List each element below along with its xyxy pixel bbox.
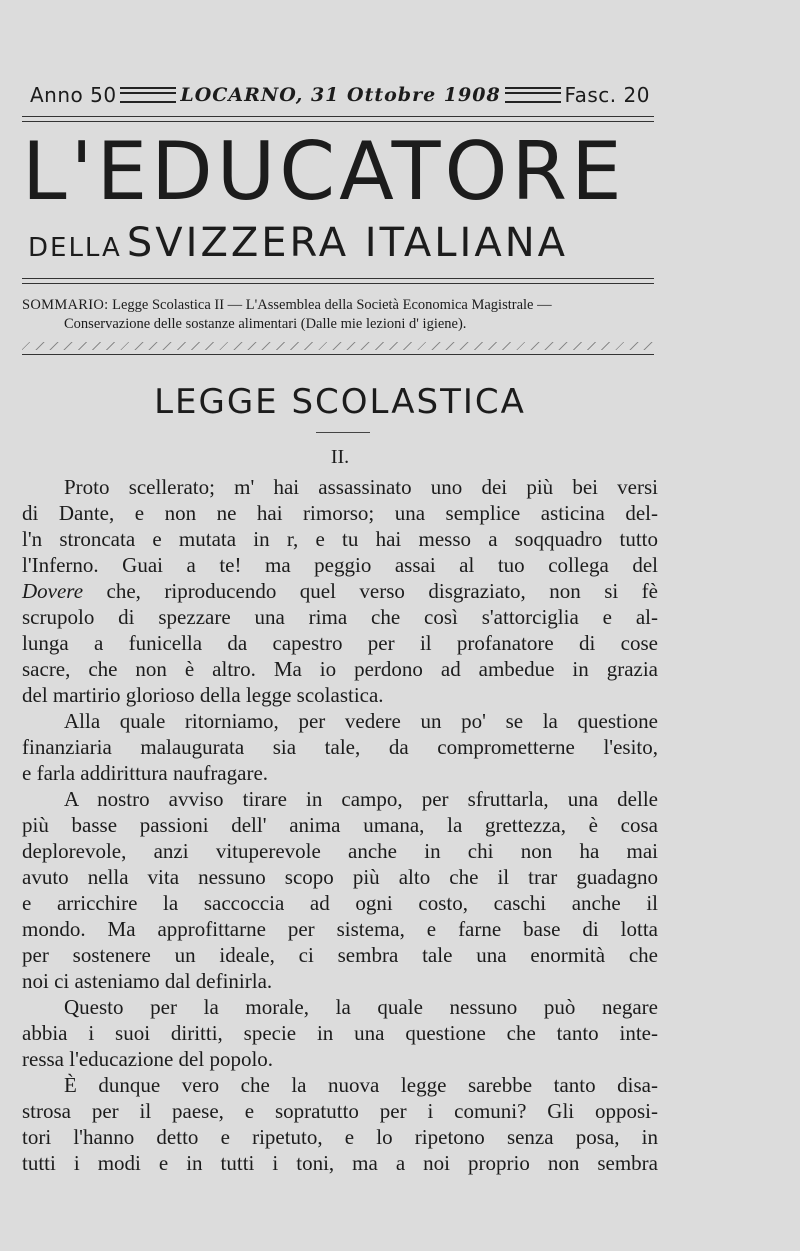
body-line: avuto nella vita nessuno scopo più alto che il trar guadagno <box>22 865 658 889</box>
summary-line-1: Legge Scolastica II — L'Assemblea della Società Economica Magistrale — <box>112 297 552 313</box>
body-line: È dunque vero che la nuova legge sarebbe tanto disa- <box>64 1073 658 1097</box>
body-line: più basse passioni dell' anima umana, la grettezza, è cosa <box>22 813 658 837</box>
volume-number: Anno 50 <box>30 83 117 107</box>
body-line: l'Inferno. Guai a te! ma peggio assai al tuo collega del <box>22 553 658 577</box>
ornament-bar-right <box>505 87 561 103</box>
article-title: LEGGE SCOLASTICA <box>154 382 526 422</box>
ornamental-divider <box>22 342 654 350</box>
masthead-line <box>30 78 650 112</box>
journal-subtitle-rest: SVIZZERA ITALIANA <box>126 220 569 266</box>
body-line: deplorevole, anzi vituperevole anche in chi non ha mai <box>22 839 658 863</box>
body-line: l'n stroncata e mutata in r, e tu hai messo a soqquadro tutto <box>22 527 658 551</box>
body-line: per sostenere un ideale, ci sembra tale una enormità che <box>22 943 658 967</box>
issue-number: Fasc. 20 <box>564 83 650 107</box>
body-line: Alla quale ritorniamo, per vedere un po' se la questione <box>64 709 658 733</box>
section-number: II. <box>330 446 350 468</box>
body-line: ressa l'educazione del popolo. <box>22 1047 274 1071</box>
body-line: Questo per la morale, la quale nessuno può negare <box>64 995 658 1019</box>
body-line: del martirio glorioso della legge scolastica. <box>22 683 384 707</box>
body-line: e arricchire la saccoccia ad ogni costo, caschi anche il <box>22 891 658 915</box>
body-line: lunga a funicella da capestro per il profanatore di cose <box>22 631 658 655</box>
ornament-bar-left <box>120 87 176 103</box>
body-line: noi ci asteniamo dal definirla. <box>22 969 273 993</box>
body-line: finanziaria malaugurata sia tale, da comprometterne l'esito, <box>22 735 658 759</box>
body-line: tori l'hanno detto e ripetuto, e lo ripetono senza posa, in <box>22 1125 658 1149</box>
body-line: e farla addirittura naufragare. <box>22 761 269 785</box>
journal-subtitle-della: DELLA <box>28 233 122 263</box>
summary-line-2: Conservazione delle sostanze alimentari (Dalle mie lezioni d' igiene). <box>64 316 467 332</box>
summary <box>22 296 658 334</box>
body-line: scrupolo di spezzare una rima che così s'attorciglia e al- <box>22 605 658 629</box>
title-underline <box>316 432 370 433</box>
journal-title: L'EDUCATORE <box>22 125 626 218</box>
article-body <box>22 474 658 1176</box>
body-line: A nostro avviso tirare in campo, per sfruttarla, una delle <box>64 787 658 811</box>
title-rule <box>22 278 654 284</box>
body-line: Proto scellerato; m' hai assassinato uno dei più bei versi <box>64 475 658 499</box>
divider-rule <box>22 354 654 355</box>
journal-subtitle <box>28 220 668 274</box>
header-rule <box>22 116 654 122</box>
body-line: abbia i suoi diritti, specie in una questione che tanto inte- <box>22 1021 658 1045</box>
body-line: strosa per il paese, e sopratutto per i comuni? Gli opposi- <box>22 1099 658 1123</box>
body-line: sacre, che non è altro. Ma io perdono ad ambedue in grazia <box>22 657 658 681</box>
body-line: mondo. Ma approfittarne per sistema, e farne base di lotta <box>22 917 658 941</box>
body-line: tutti i modi e in tutti i toni, ma a noi proprio non sembra <box>22 1151 658 1175</box>
summary-label: SOMMARIO: <box>22 297 109 313</box>
body-line: di Dante, e non ne hai rimorso; una semplice asticina del- <box>22 501 658 525</box>
place-date: LOCARNO, 31 Ottobre 1908 <box>180 84 501 106</box>
body-line: Dovere che, riproducendo quel verso disgraziato, non si fè <box>22 579 658 603</box>
